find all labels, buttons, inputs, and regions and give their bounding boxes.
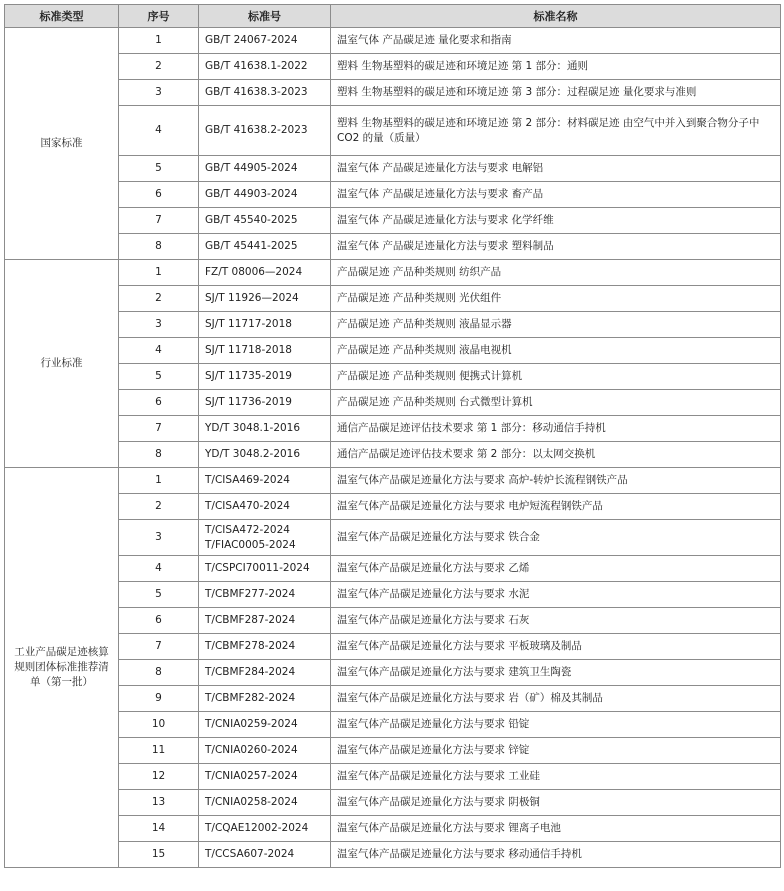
row-index-cell: 13 <box>119 790 199 816</box>
row-index-cell: 1 <box>119 468 199 494</box>
standard-name-cell: 温室气体产品碳足迹量化方法与要求 铁合金 <box>331 520 781 556</box>
row-index-cell: 5 <box>119 364 199 390</box>
standard-name-cell: 温室气体 产品碳足迹 量化要求和指南 <box>331 28 781 54</box>
standard-number-cell: GB/T 41638.3-2023 <box>199 80 331 106</box>
table-row <box>5 156 781 182</box>
standard-number-cell: SJ/T 11736-2019 <box>199 390 331 416</box>
row-index-cell: 10 <box>119 712 199 738</box>
standard-name-cell: 塑料 生物基塑料的碳足迹和环境足迹 第 3 部分：过程碳足迹 量化要求与准则 <box>331 80 781 106</box>
standard-number-cell: GB/T 45540-2025 <box>199 208 331 234</box>
table-row <box>5 312 781 338</box>
standard-name-cell: 温室气体 产品碳足迹量化方法与要求 畜产品 <box>331 182 781 208</box>
table-row <box>5 106 781 156</box>
standard-number-cell: T/CNIA0258-2024 <box>199 790 331 816</box>
table-row <box>5 338 781 364</box>
standard-number-cell: T/CNIA0259-2024 <box>199 712 331 738</box>
standard-number-cell: GB/T 44905-2024 <box>199 156 331 182</box>
row-index-cell: 3 <box>119 520 199 556</box>
standard-name-cell: 温室气体产品碳足迹量化方法与要求 水泥 <box>331 582 781 608</box>
table-row <box>5 208 781 234</box>
table-row <box>5 54 781 80</box>
standard-name-cell: 温室气体产品碳足迹量化方法与要求 高炉-转炉长流程钢铁产品 <box>331 468 781 494</box>
row-index-cell: 8 <box>119 442 199 468</box>
standard-number-cell: T/CBMF282-2024 <box>199 686 331 712</box>
standard-number-cell: T/CBMF284-2024 <box>199 660 331 686</box>
table-body <box>5 28 781 868</box>
table-row <box>5 686 781 712</box>
standard-number-cell: T/CNIA0257-2024 <box>199 764 331 790</box>
table-row <box>5 520 781 556</box>
standard-number-cell: GB/T 44903-2024 <box>199 182 331 208</box>
standard-name-cell: 产品碳足迹 产品种类规则 纺织产品 <box>331 260 781 286</box>
row-index-cell: 4 <box>119 338 199 364</box>
table-row <box>5 634 781 660</box>
standard-type-cell: 行业标准 <box>5 260 119 468</box>
standard-number-cell: SJ/T 11926—2024 <box>199 286 331 312</box>
table-row <box>5 468 781 494</box>
standard-number-cell: GB/T 41638.2-2023 <box>199 106 331 156</box>
header-type: 标准类型 <box>5 5 119 28</box>
header-standard-name: 标准名称 <box>331 5 781 28</box>
standard-number-cell: T/CBMF277-2024 <box>199 582 331 608</box>
row-index-cell: 7 <box>119 208 199 234</box>
table-row <box>5 660 781 686</box>
standard-name-cell: 塑料 生物基塑料的碳足迹和环境足迹 第 2 部分：材料碳足迹 由空气中并入到聚合物分子中 CO2 的量（质量） <box>331 106 781 156</box>
standard-type-cell: 国家标准 <box>5 28 119 260</box>
table-row <box>5 608 781 634</box>
standard-name-cell: 温室气体产品碳足迹量化方法与要求 工业硅 <box>331 764 781 790</box>
row-index-cell: 7 <box>119 416 199 442</box>
table-row <box>5 842 781 868</box>
row-index-cell: 9 <box>119 686 199 712</box>
standard-number-cell: T/CISA469-2024 <box>199 468 331 494</box>
standard-type-cell: 工业产品碳足迹核算规则团体标准推荐清单（第一批） <box>5 468 119 868</box>
table-row <box>5 28 781 54</box>
table-row <box>5 494 781 520</box>
standard-number-cell: SJ/T 11735-2019 <box>199 364 331 390</box>
row-index-cell: 4 <box>119 556 199 582</box>
standard-name-cell: 温室气体产品碳足迹量化方法与要求 石灰 <box>331 608 781 634</box>
standard-number-cell: SJ/T 11718-2018 <box>199 338 331 364</box>
row-index-cell: 5 <box>119 156 199 182</box>
row-index-cell: 8 <box>119 234 199 260</box>
standard-name-cell: 温室气体产品碳足迹量化方法与要求 锂离子电池 <box>331 816 781 842</box>
row-index-cell: 3 <box>119 80 199 106</box>
standard-name-cell: 温室气体产品碳足迹量化方法与要求 乙烯 <box>331 556 781 582</box>
standard-name-cell: 温室气体 产品碳足迹量化方法与要求 化学纤维 <box>331 208 781 234</box>
standard-name-cell: 温室气体 产品碳足迹量化方法与要求 塑料制品 <box>331 234 781 260</box>
table-row <box>5 390 781 416</box>
table-row <box>5 582 781 608</box>
row-index-cell: 2 <box>119 54 199 80</box>
table-row <box>5 182 781 208</box>
standard-number-cell: SJ/T 11717-2018 <box>199 312 331 338</box>
standard-number-cell: FZ/T 08006—2024 <box>199 260 331 286</box>
table-row <box>5 738 781 764</box>
row-index-cell: 12 <box>119 764 199 790</box>
standard-name-cell: 温室气体产品碳足迹量化方法与要求 锌锭 <box>331 738 781 764</box>
row-index-cell: 1 <box>119 260 199 286</box>
standard-name-cell: 温室气体产品碳足迹量化方法与要求 建筑卫生陶瓷 <box>331 660 781 686</box>
standard-name-cell: 产品碳足迹 产品种类规则 液晶显示器 <box>331 312 781 338</box>
row-index-cell: 6 <box>119 390 199 416</box>
row-index-cell: 6 <box>119 182 199 208</box>
table-row <box>5 416 781 442</box>
table-row <box>5 260 781 286</box>
row-index-cell: 15 <box>119 842 199 868</box>
standard-name-cell: 温室气体产品碳足迹量化方法与要求 平板玻璃及制品 <box>331 634 781 660</box>
standard-name-cell: 温室气体产品碳足迹量化方法与要求 移动通信手持机 <box>331 842 781 868</box>
row-index-cell: 11 <box>119 738 199 764</box>
table-row <box>5 364 781 390</box>
standard-number-cell: YD/T 3048.2-2016 <box>199 442 331 468</box>
header-standard-number: 标准号 <box>199 5 331 28</box>
row-index-cell: 6 <box>119 608 199 634</box>
row-index-cell: 7 <box>119 634 199 660</box>
standard-number-cell: T/CCSA607-2024 <box>199 842 331 868</box>
row-index-cell: 2 <box>119 286 199 312</box>
standard-number-cell: T/CISA470-2024 <box>199 494 331 520</box>
standard-name-cell: 产品碳足迹 产品种类规则 台式微型计算机 <box>331 390 781 416</box>
standard-number-cell: YD/T 3048.1-2016 <box>199 416 331 442</box>
table-row <box>5 790 781 816</box>
table-row <box>5 234 781 260</box>
standard-name-cell: 温室气体产品碳足迹量化方法与要求 岩（矿）棉及其制品 <box>331 686 781 712</box>
header-index: 序号 <box>119 5 199 28</box>
header-row <box>5 5 781 28</box>
standard-name-cell: 产品碳足迹 产品种类规则 光伏组件 <box>331 286 781 312</box>
row-index-cell: 4 <box>119 106 199 156</box>
standard-name-cell: 温室气体产品碳足迹量化方法与要求 电炉短流程钢铁产品 <box>331 494 781 520</box>
table-row <box>5 712 781 738</box>
standard-number-cell: T/CQAE12002-2024 <box>199 816 331 842</box>
row-index-cell: 14 <box>119 816 199 842</box>
standard-name-cell: 通信产品碳足迹评估技术要求 第 2 部分：以太网交换机 <box>331 442 781 468</box>
row-index-cell: 3 <box>119 312 199 338</box>
table-row <box>5 556 781 582</box>
standards-table <box>4 4 781 868</box>
standard-name-cell: 温室气体产品碳足迹量化方法与要求 铅锭 <box>331 712 781 738</box>
row-index-cell: 8 <box>119 660 199 686</box>
table-row <box>5 764 781 790</box>
table-row <box>5 80 781 106</box>
standard-name-cell: 产品碳足迹 产品种类规则 液晶电视机 <box>331 338 781 364</box>
table-row <box>5 816 781 842</box>
row-index-cell: 5 <box>119 582 199 608</box>
standard-number-cell: T/CISA472-2024 T/FIAC0005-2024 <box>199 520 331 556</box>
row-index-cell: 2 <box>119 494 199 520</box>
standard-number-cell: GB/T 24067-2024 <box>199 28 331 54</box>
standard-number-cell: T/CBMF278-2024 <box>199 634 331 660</box>
standard-name-cell: 通信产品碳足迹评估技术要求 第 1 部分：移动通信手持机 <box>331 416 781 442</box>
standard-name-cell: 塑料 生物基塑料的碳足迹和环境足迹 第 1 部分：通则 <box>331 54 781 80</box>
standard-number-cell: GB/T 45441-2025 <box>199 234 331 260</box>
standard-name-cell: 温室气体 产品碳足迹量化方法与要求 电解铝 <box>331 156 781 182</box>
standard-name-cell: 产品碳足迹 产品种类规则 便携式计算机 <box>331 364 781 390</box>
standard-number-cell: T/CBMF287-2024 <box>199 608 331 634</box>
standard-number-cell: GB/T 41638.1-2022 <box>199 54 331 80</box>
standard-name-cell: 温室气体产品碳足迹量化方法与要求 阴极铜 <box>331 790 781 816</box>
table-row <box>5 442 781 468</box>
standard-number-cell: T/CNIA0260-2024 <box>199 738 331 764</box>
row-index-cell: 1 <box>119 28 199 54</box>
table-row <box>5 286 781 312</box>
standard-number-cell: T/CSPCI70011-2024 <box>199 556 331 582</box>
